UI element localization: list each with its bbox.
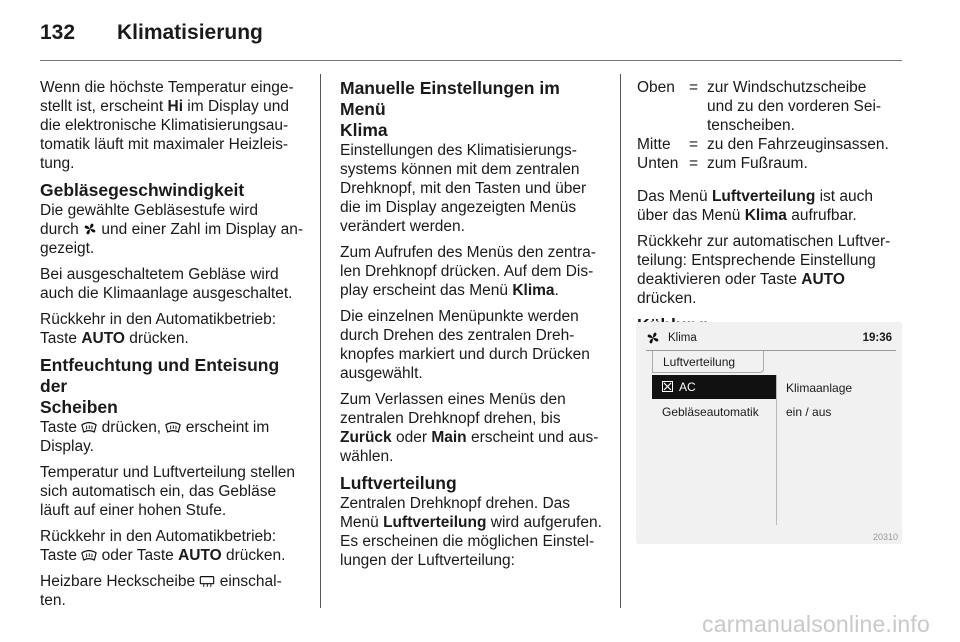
defrost-icon xyxy=(165,421,181,434)
display-divider xyxy=(776,375,777,525)
column-divider-1 xyxy=(320,74,321,608)
column-1 xyxy=(40,78,310,617)
display-title: Klima xyxy=(668,332,697,344)
definition-row: Mitte = zu den Fahrzeuginsassen. xyxy=(637,136,889,153)
paragraph-auto-luft: Rückkehr zur automatischen Luftver- teilung: Entsprechende Einstellung deaktivieren oder Taste AUTO drücken. xyxy=(637,233,891,307)
display-item-ac-selected: AC xyxy=(652,375,777,399)
paragraph-luftverteilung: Zentralen Drehknopf drehen. Das Menü Luftverteilung wird aufgerufen. Es erscheinen die möglichen Einstel- lungen der Luftverteilung: xyxy=(340,495,602,569)
page-number: 132 xyxy=(40,21,76,44)
paragraph-auto-1: Rückkehr in den Automatikbetrieb: Taste AUTO drücken. xyxy=(40,311,277,347)
paragraph-leave-menu: Zum Verlassen eines Menüs den zentralen Drehknopf drehen, bis Zurück oder Main erscheint und aus- wählen. xyxy=(340,391,599,465)
watermark: carmanualsonline.info xyxy=(702,611,930,637)
display-right-value: ein / aus xyxy=(786,405,832,419)
heading-luftverteilung: Luftverteilung xyxy=(340,473,457,493)
display-title-bar xyxy=(646,326,896,350)
display-content xyxy=(646,350,896,531)
climate-display-illustration xyxy=(636,322,902,544)
paragraph-auto-temp: Temperatur und Luftverteilung stellen sich automatisch ein, das Gebläse läuft auf einer hohen Stufe. xyxy=(40,464,296,519)
definition-row: Unten = zum Fußraum. xyxy=(637,155,808,172)
defrost-icon xyxy=(81,549,97,562)
display-menu xyxy=(646,351,771,531)
paragraph-auto-2: Rückkehr in den Automatikbetrieb: Taste oder Taste AUTO drücken. xyxy=(40,528,286,564)
heading-entfeuchtung: Entfeuchtung und Enteisung der Scheiben xyxy=(40,355,280,417)
paragraph-rear-heat: Heizbare Heckscheibe einschal- ten. xyxy=(40,573,282,609)
column-2 xyxy=(340,78,610,577)
paragraph-fan-level: Die gewählte Gebläsestufe wird durch und einer Zahl im Display an- gezeigt. xyxy=(40,202,303,257)
heading-manuell: Manuelle Einstellungen im Menü Klima xyxy=(340,78,560,140)
display-time: 19:36 xyxy=(862,332,892,344)
fan-icon xyxy=(83,222,97,236)
defrost-icon xyxy=(81,421,97,434)
paragraph-defrost: Taste drücken, erscheint im Display. xyxy=(40,419,270,455)
paragraph-menu-luft: Das Menü Luftverteilung ist auch über das Menü Klima aufrufbar. xyxy=(637,188,874,224)
page-title: Klimatisierung xyxy=(117,21,263,44)
rear-window-heating-icon xyxy=(199,575,215,588)
display-tab-luftverteilung: Luftverteilung xyxy=(652,351,764,373)
paragraph-menu-items: Die einzelnen Menüpunkte werden durch Drehen des zentralen Dreh- knopfes markiert und durch Drücken ausgewählt. xyxy=(340,308,590,382)
column-divider-2 xyxy=(620,74,621,608)
paragraph-hi: Wenn die höchste Temperatur einge- stellt ist, erscheint Hi im Display und die elektronische Klimatisierungsau- tomatik läuft mit maximaler Heizleis- tung. xyxy=(40,79,294,172)
definition-row: Oben = zur Windschutzscheibe und zu den vorderen Sei- tenscheiben. xyxy=(637,79,882,134)
paragraph-fan-off: Bei ausgeschaltetem Gebläse wird auch die Klimaanlage ausgeschaltet. xyxy=(40,266,293,302)
display-right-label: Klimaanlage xyxy=(786,381,853,395)
heading-geblaese: Gebläsegeschwindigkeit xyxy=(40,180,245,200)
header-divider xyxy=(40,60,902,61)
page-header xyxy=(40,16,263,50)
paragraph-settings: Einstellungen des Klimatisierungs- systems können mit dem zentralen Drehknopf, mit den Tasten und über die im Display angezeigten Menüs verändert werden. xyxy=(340,142,587,235)
definition-list xyxy=(637,78,907,173)
display-item-geblaeseautomatik: Gebläseautomatik xyxy=(662,405,759,419)
column-3 xyxy=(637,78,907,336)
fan-icon xyxy=(646,331,660,345)
image-code: 20310 xyxy=(872,532,898,542)
checkbox-icon xyxy=(662,381,673,392)
paragraph-open-menu: Zum Aufrufen des Menüs den zentra- len Drehknopf drücken. Auf dem Dis- play erscheint das Menü Klima. xyxy=(340,244,596,299)
